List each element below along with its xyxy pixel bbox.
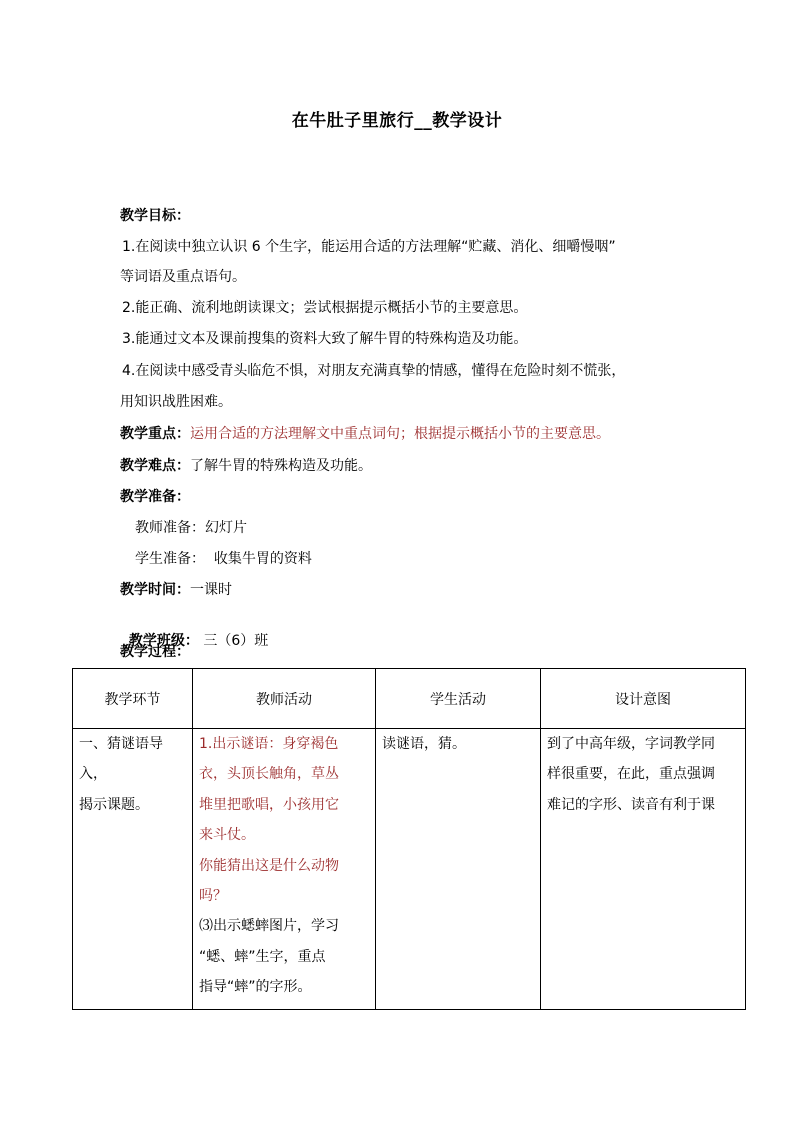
column-header-intent: 设计意图	[541, 669, 746, 729]
cell-intent	[541, 729, 746, 1010]
cell-line: 1.出示谜语：身穿褐色	[199, 736, 339, 752]
time-text: 一课时	[190, 582, 232, 598]
cell-line: 一、猜谜语导入，	[79, 736, 163, 783]
column-header-stage: 教学环节	[73, 669, 193, 729]
table-row	[73, 729, 746, 1010]
cell-line: 你能猜出这是什么动物	[199, 857, 339, 874]
prep-student: 学生准备： 收集牛胃的资料	[135, 551, 312, 567]
goal-line: 1.在阅读中独立认识 6 个生字，能运用合适的方法理解“贮藏、消化、细嚼慢咽”	[122, 239, 616, 255]
cell-student	[376, 729, 541, 1010]
prep-teacher: 教师准备：幻灯片	[135, 520, 247, 536]
cell-line: 吗？	[199, 888, 227, 905]
cell-line: 衣，头顶长触角，草丛	[199, 766, 339, 783]
class-text: 三（6）班	[198, 633, 269, 649]
cell-line: 样很重要，在此，重点强调	[547, 766, 715, 783]
cell-stage	[73, 729, 193, 1010]
goal-line: 用知识战胜困难。	[120, 394, 232, 410]
table-header-row	[73, 669, 746, 729]
key-text: 运用合适的方法理解文中重点词句；根据提示概括小节的主要意思。	[190, 426, 610, 442]
cell-line: ⑶出示蟋蟀图片，学习	[199, 918, 339, 935]
goal-line: 2.能正确、流利地朗读课文；尝试根据提示概括小节的主要意思。	[122, 300, 528, 316]
process-table	[72, 668, 746, 1010]
column-header-student: 学生活动	[376, 669, 541, 729]
goal-line: 3.能通过文本及课前搜集的资料大致了解牛胃的特殊构造及功能。	[122, 331, 528, 347]
column-header-teacher: 教师活动	[193, 669, 376, 729]
goals-label: 教学目标：	[120, 208, 190, 224]
difficulty	[120, 456, 372, 476]
cell-line: 揭示课题。	[79, 796, 149, 813]
cell-line: 到了中高年级，字词教学同	[547, 736, 715, 752]
cell-line: 指导“蟀”的字形。	[199, 979, 312, 996]
lesson-time	[120, 580, 232, 600]
cell-line: 读谜语，猜。	[382, 736, 466, 752]
cell-teacher	[193, 729, 376, 1010]
key-label: 教学重点：	[120, 426, 190, 442]
key-points	[120, 424, 610, 444]
time-label: 教学时间：	[120, 582, 190, 598]
difficulty-text: 了解牛胃的特殊构造及功能。	[190, 458, 372, 474]
cell-line: 堆里把歌唱，小孩用它	[199, 796, 339, 813]
goal-line: 4.在阅读中感受青头临危不惧，对朋友充满真挚的情感，懂得在危险时刻不慌张，	[122, 363, 626, 379]
cell-line: “蟋、蟀”生字，重点	[199, 948, 326, 965]
prep-label: 教学准备：	[120, 489, 190, 505]
cell-line: 来斗仗。	[199, 827, 255, 844]
difficulty-label: 教学难点：	[120, 458, 190, 474]
class-label: 教学班级：	[128, 633, 199, 649]
cell-line: 难记的字形、读音有利于课	[547, 796, 715, 813]
page-title: 在牛肚子里旅行__教学设计	[291, 111, 503, 131]
goal-line: 等词语及重点语句。	[120, 269, 246, 285]
process-label: 教学过程：	[120, 644, 190, 660]
